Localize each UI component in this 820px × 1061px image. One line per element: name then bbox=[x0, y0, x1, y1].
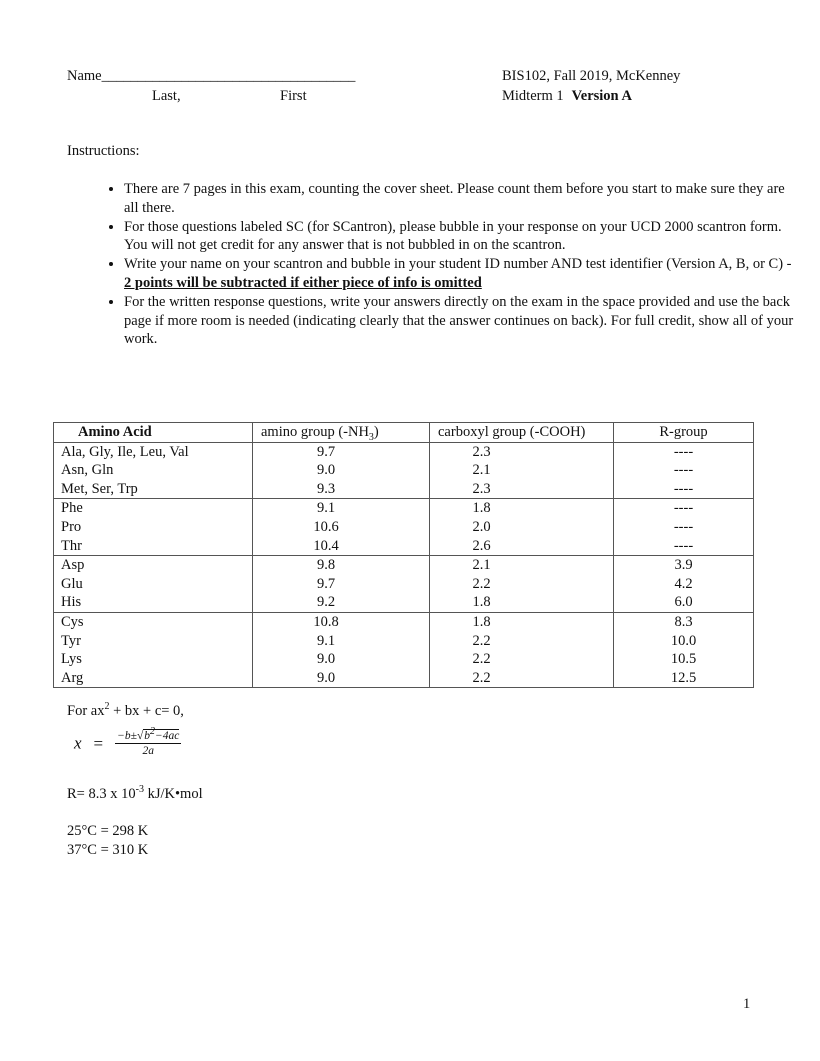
name-label: Name bbox=[67, 68, 102, 84]
table-group bbox=[54, 556, 754, 613]
name-field bbox=[67, 68, 355, 85]
quadratic-formula bbox=[74, 726, 181, 757]
pka-table bbox=[53, 422, 754, 688]
gas-constant: R= 8.3 x $10^{-3}$ kJ/K•mol bbox=[67, 784, 203, 802]
temperature-37c: 37°C = 310 K bbox=[67, 842, 149, 858]
table-row: Arg 9.0 2.2 12.5 bbox=[54, 669, 754, 688]
formula-numerator: $-b\pm√b^2-4ac$ bbox=[117, 726, 180, 742]
instruction-item: • There are 7 pages in this exam, counting the cover sheet. Please count them before you start to make sure they are all there. bbox=[124, 180, 794, 218]
table-row: Thr 10.4 2.6 ---- bbox=[54, 537, 754, 556]
formula-fraction bbox=[115, 726, 181, 757]
header-amino-acid: Amino Acid bbox=[54, 423, 253, 443]
instruction-item: • For those questions labeled SC (for SCantron), please bubble in your response on your UCD 2000 scantron form. You will not get credit for any answer that is not bubbled in on the scantron. bbox=[124, 218, 794, 256]
table-group bbox=[54, 499, 754, 556]
table-group bbox=[54, 442, 754, 499]
table-row: His 9.2 1.8 6.0 bbox=[54, 593, 754, 612]
quadratic-label: For $ax^2$ + bx + c= 0, bbox=[67, 701, 184, 719]
header-r-group: R-group bbox=[614, 423, 754, 443]
penalty-note: 2 points will be subtracted if either piece of info is omitted bbox=[124, 274, 482, 291]
formula-x: x bbox=[74, 733, 82, 753]
table-row: Asp 9.8 2.1 3.9 bbox=[54, 556, 754, 575]
exam-version: Version A bbox=[571, 88, 632, 104]
formula-denominator: 2a bbox=[142, 745, 155, 757]
course-info: BIS102, Fall 2019, McKenney bbox=[502, 68, 681, 84]
exam-title: Midterm 1 bbox=[502, 88, 564, 104]
formula-equals: = bbox=[93, 733, 104, 753]
instruction-item: • For the written response questions, write your answers directly on the exam in the space provided and use the back page if more room is needed (indicating clearly that the answer continues on back). For full credit, show all of your work. bbox=[124, 293, 794, 349]
table-row: Lys 9.0 2.2 10.5 bbox=[54, 650, 754, 669]
name-blank: ___________________________________ bbox=[101, 68, 356, 84]
instructions-list bbox=[88, 180, 794, 349]
exam-info bbox=[502, 88, 632, 105]
first-name-label: First bbox=[280, 88, 307, 104]
table-row: Asn, Gln 9.0 2.1 ---- bbox=[54, 461, 754, 480]
header-amino-group: amino group $(-NH_3)$ bbox=[253, 423, 430, 443]
table-header-row bbox=[54, 423, 754, 443]
table-row: Tyr 9.1 2.2 10.0 bbox=[54, 632, 754, 651]
table-row: Glu 9.7 2.2 4.2 bbox=[54, 575, 754, 594]
table-row: Ala, Gly, Ile, Leu, Val 9.7 2.3 ---- bbox=[54, 442, 754, 461]
table-row: Phe 9.1 1.8 ---- bbox=[54, 499, 754, 518]
table-row: Pro 10.6 2.0 ---- bbox=[54, 518, 754, 537]
last-name-label: Last, bbox=[152, 88, 181, 104]
instruction-item: • Write your name on your scantron and bubble in your student ID number AND test identifier (Version A, B, or C) - 2 points will be subtracted if either piece of info is omitted bbox=[124, 255, 794, 293]
table-row: Met, Ser, Trp 9.3 2.3 ---- bbox=[54, 480, 754, 499]
table-row: Cys 10.8 1.8 8.3 bbox=[54, 612, 754, 631]
table-group bbox=[54, 612, 754, 687]
temperature-25c: 25°C = 298 K bbox=[67, 823, 149, 839]
header-carboxyl-group: carboxyl group (-COOH) bbox=[430, 423, 614, 443]
page-number: 1 bbox=[743, 996, 751, 1012]
instructions-heading: Instructions: bbox=[67, 143, 140, 159]
